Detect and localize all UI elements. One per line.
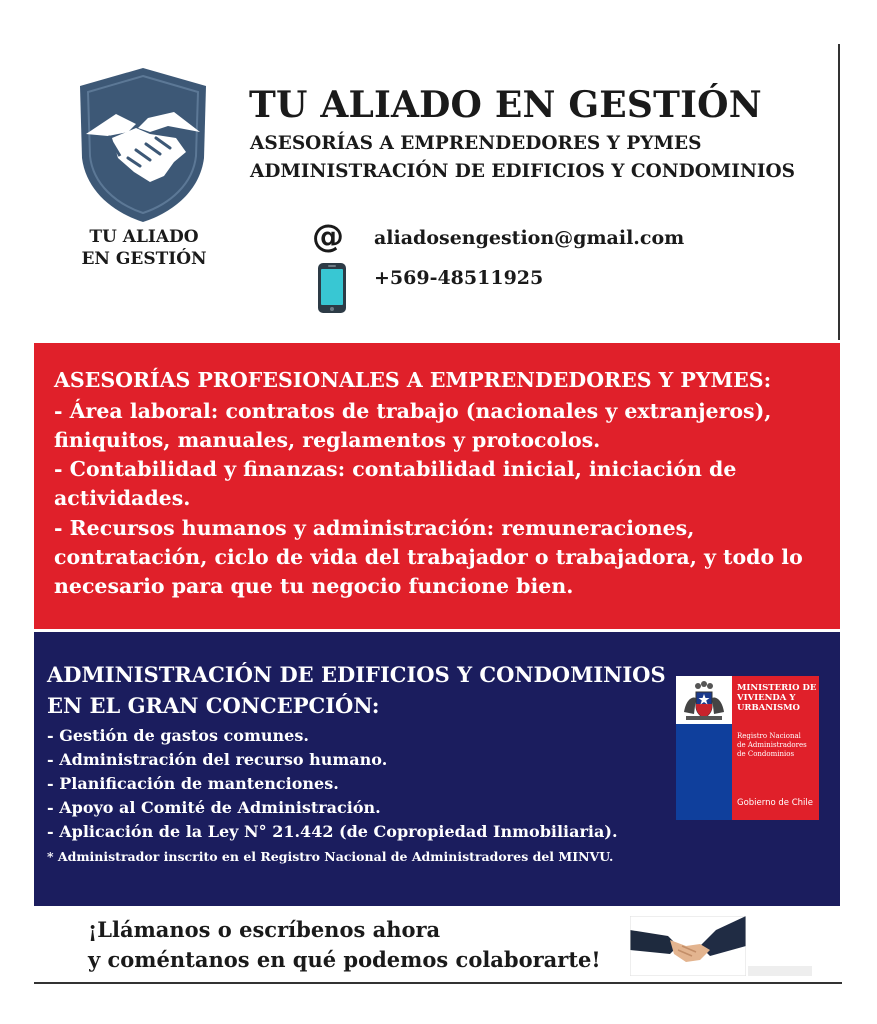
asesorias-line: - Recursos humanos y administración: remuneraciones, — [54, 516, 695, 540]
minvu-name-line: VIVIENDA Y — [737, 693, 796, 703]
footer-rule — [34, 982, 842, 984]
at-sign-icon: @ — [312, 217, 344, 255]
logo-caption-line2: EN GESTIÓN — [81, 249, 207, 269]
gobierno-label: Gobierno de Chile — [737, 798, 814, 808]
call-to-action-line1: ¡Llámanos o escríbenos ahora — [88, 917, 441, 942]
administracion-item: - Gestión de gastos comunes. — [47, 726, 309, 745]
asesorias-line: finiquitos, manuales, reglamentos y protocolos. — [54, 428, 601, 452]
asesorias-line: - Área laboral: contratos de trabajo (nacionales y extranjeros), — [54, 399, 772, 423]
asesorias-line: contratación, ciclo de vida del trabajador o trabajadora, y todo lo — [54, 545, 803, 569]
subtitle-administracion: ADMINISTRACIÓN DE EDIFICIOS Y CONDOMINIOS — [250, 161, 795, 182]
photo-shadow — [748, 966, 812, 976]
registry-line: de Condominios — [737, 750, 795, 758]
administracion-heading: EN EL GRAN CONCEPCIÓN: — [47, 693, 380, 718]
shield-handshake-icon — [78, 66, 208, 224]
call-to-action-line2: y coméntanos en qué podemos colaborarte! — [88, 947, 601, 972]
logo-caption-line1: TU ALIADO — [89, 227, 199, 247]
administracion-item: - Planificación de mantenciones. — [47, 774, 339, 793]
minvu-name-line: MINISTERIO DE — [737, 683, 817, 693]
border-rule — [838, 44, 840, 340]
registry-line: Registro Nacional — [737, 732, 801, 740]
logo-caption — [68, 226, 220, 270]
administracion-item: - Aplicación de la Ley N° 21.442 (de Copropiedad Inmobiliaria). — [47, 822, 618, 841]
administracion-note: * Administrador inscrito en el Registro Nacional de Administradores del MINVU. — [47, 849, 614, 864]
administracion-item: - Administración del recurso humano. — [47, 750, 388, 769]
email-text[interactable]: aliadosengestion@gmail.com — [374, 227, 685, 249]
subtitle-asesorias: ASESORÍAS A EMPRENDEDORES Y PYMES — [250, 133, 702, 154]
asesorias-heading: ASESORÍAS PROFESIONALES A EMPRENDEDORES Y PYMES: — [54, 368, 772, 392]
asesorias-line: actividades. — [54, 486, 191, 510]
registry-line: de Administradores — [737, 741, 807, 749]
asesorias-line: necesario para que tu negocio funcione bien. — [54, 574, 574, 598]
minvu-logo — [676, 676, 819, 820]
page-title: TU ALIADO EN GESTIÓN — [249, 84, 762, 126]
asesorias-line: - Contabilidad y finanzas: contabilidad inicial, iniciación de — [54, 457, 737, 481]
phone-text[interactable]: +569-48511925 — [374, 267, 544, 289]
mobile-phone-icon — [316, 262, 348, 314]
administracion-item: - Apoyo al Comité de Administración. — [47, 798, 381, 817]
asesorias-panel — [34, 343, 840, 629]
minvu-name-line: URBANISMO — [737, 703, 800, 713]
handshake-photo — [630, 916, 746, 976]
coat-of-arms-icon — [680, 678, 728, 722]
administracion-heading: ADMINISTRACIÓN DE EDIFICIOS Y CONDOMINIOS — [47, 662, 666, 687]
